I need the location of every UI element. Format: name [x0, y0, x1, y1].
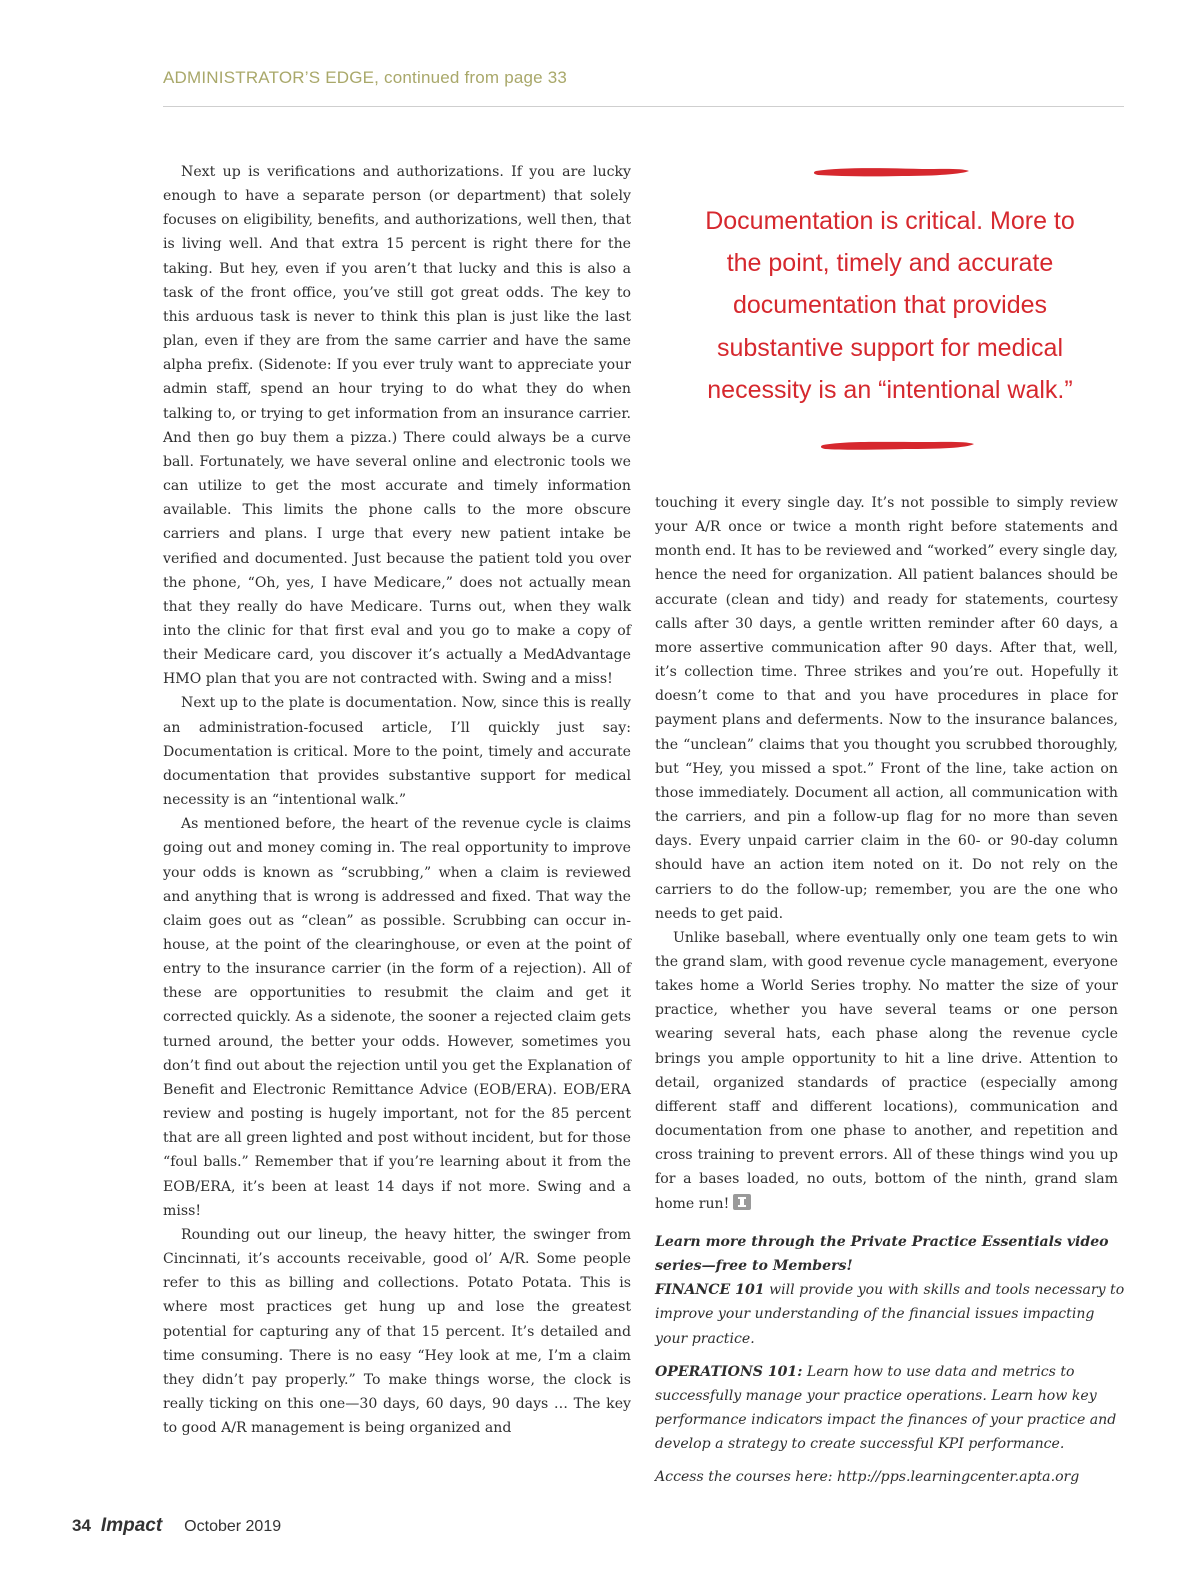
paragraph: Rounding out our lineup, the heavy hitter, the swinger from Cincinnati, it’s accounts receivable, good ol’ A/R. Some people refer to this as billing and collections. Potato Potata. This is where most practices get hung up and lose the greatest potential for capturing any of that 15 percent. It’s detailed and time consuming. There is no easy “Hey look at me, I’m a claim they didn’t pay properly.” To make things worse, the clock is really ticking on this one—30 days, 60 days, 90 days … The key to good A/R management is being organized and	[163, 1226, 631, 1437]
paragraph-text: Unlike baseball, where eventually only one team gets to win the grand slam, with good revenue cycle management, everyone takes home a World Series trophy. No matter the size of your practice, whether you have several teams or one person wearing several hats, each phase along the revenue cycle brings you ample opportunity to hit a line drive. Attention to detail, organized standards of practice (especially among different staff and different locations), communication and documentation from one phase to another, and repetition and cross training to prevent errors. All of these things wind you up for a bases loaded, no outs, bottom of the ninth, grand slam home run!	[655, 929, 1118, 1212]
paragraph: touching it every single day. It’s not possible to simply review your A/R once or twice a month right before statements and month end. It has to be reviewed and “worked” every single day, hence the need for organization. All patient balances should be accurate (clean and tidy) and ready for statements, courtesy calls after 30 days, a gentle written reminder after 60 days, a more assertive communication after 90 days. After that, well, it’s collection time. Three strikes and you’re out. Hopefully it doesn’t come to that and you have procedures in place for payment plans and deferments. Now to the insurance balances, the “unclean” claims that you thought you scrubbed thoroughly, but “Hey, you missed a spot.” Front of the line, take action on those immediately. Document all action, all communication with the carriers, and pin a follow-up flag for no more than seven days. Every unpaid carrier claim in the 60- or 90-day column should have an action item noted on it. Do not rely on the carriers to do the follow-up; remember, you are the one who needs to get paid.	[655, 495, 1118, 922]
magazine-name: Impact	[100, 1515, 163, 1536]
issue-date: October 2019	[184, 1518, 282, 1535]
header-rule	[163, 106, 1124, 107]
paragraph: Next up to the plate is documentation. Now, since this is really an administration-focused article, I’ll quickly just say: Documentation is critical. More to the point, timely and accurate documentation that provides substantive support for medical necessity is an “intentional walk.”	[163, 695, 631, 809]
running-head	[163, 68, 567, 88]
page-footer	[72, 1515, 281, 1539]
promo-box	[655, 1230, 1125, 1499]
promo-heading: Learn more through the Private Practice Essentials video series—free to Members!	[655, 1234, 1109, 1275]
paragraph: As mentioned before, the heart of the revenue cycle is claims going out and money coming in. The real opportunity to improve your odds is known as “scrubbing,” when a claim is reviewed and anything that is wrong is addressed and fixed. That way the claim goes out as “clean” as possible. Scrubbing can occur in-house, at the point of the clearinghouse, or even at the point of entry to the insurance carrier (in the form of a rejection). All of these are opportunities to resubmit the claim and get it corrected quickly. As a sidenote, the sooner a rejected claim gets turned around, the better your odds. However, sometimes you don’t find out about the rejection until you get the Explanation of Benefit and Electronic Remittance Advice (EOB/ERA). EOB/ERA review and posting is hugely important, not for the 85 percent that are all green lighted and post without incident, but for those “foul balls.” Remember that if you’re learning about it from the EOB/ERA, it’s been at least 14 days if not more. Swing and a miss!	[163, 816, 631, 1219]
brush-stroke-top	[812, 165, 972, 179]
section-label: ADMINISTRATOR’S EDGE,	[163, 68, 380, 87]
page-number: 34	[72, 1516, 91, 1535]
brush-stroke-bottom	[820, 438, 976, 452]
impact-end-mark-icon	[733, 1194, 751, 1210]
pull-quote-box	[690, 160, 1090, 470]
finance-title: FINANCE 101	[655, 1282, 765, 1299]
paragraph-final	[655, 926, 1118, 1216]
paragraph: Next up is verifications and authorizations. If you are lucky enough to have a separate person (or department) that solely focuses on eligibility, benefits, and authorizations, well then, that is living well. And that extra 15 percent is right there for the taking. But hey, even if you aren’t that lucky and this is also a task of the front office, you’ve still got great odds. The key to this arduous task is never to think this plan is just like the last plan, even if they are from the same carrier and have the same alpha prefix. (Sidenote: If you ever truly want to appreciate your admin staff, spend an hour trying to do what they do when talking to, or trying to get information from an insurance carrier. And then go buy them a pizza.) There could always be a curve ball. Fortunately, we have several online and electronic tools we can utilize to get the most accurate and timely information available. This limits the phone calls to the more obscure carriers and plans. I urge that every new patient intake be verified and documented. Just because the patient told you over the phone, “Oh, yes, I have Medicare,” does not actually mean that they really do have Medicare. Turns out, when they walk into the clinic for that first eval and you go to make a copy of their Medicare card, you discover it’s actually a MedAdvantage HMO plan that you are not contracted with. Swing and a miss!	[163, 164, 631, 688]
right-column	[655, 491, 1118, 1216]
continued-label: continued from page 33	[379, 68, 568, 87]
left-column	[163, 160, 631, 1440]
access-link[interactable]: Access the courses here: http://pps.learningcenter.apta.org	[655, 1469, 1080, 1486]
operations-title: OPERATIONS 101:	[655, 1363, 803, 1380]
pull-quote: Documentation is critical. More to the point, timely and accurate documentation that provides substantive support for medical necessity is an “intentional walk.”	[705, 207, 1075, 404]
operations-text: Learn how to use data and metrics to successfully manage your practice operations. Learn how key performance indicators impact the finances of your practice and develop a strategy to create successful KPI performance.	[655, 1363, 1117, 1453]
finance-text: will provide you with skills and tools necessary to improve your understanding of the financial issues impacting your practice.	[655, 1282, 1125, 1347]
